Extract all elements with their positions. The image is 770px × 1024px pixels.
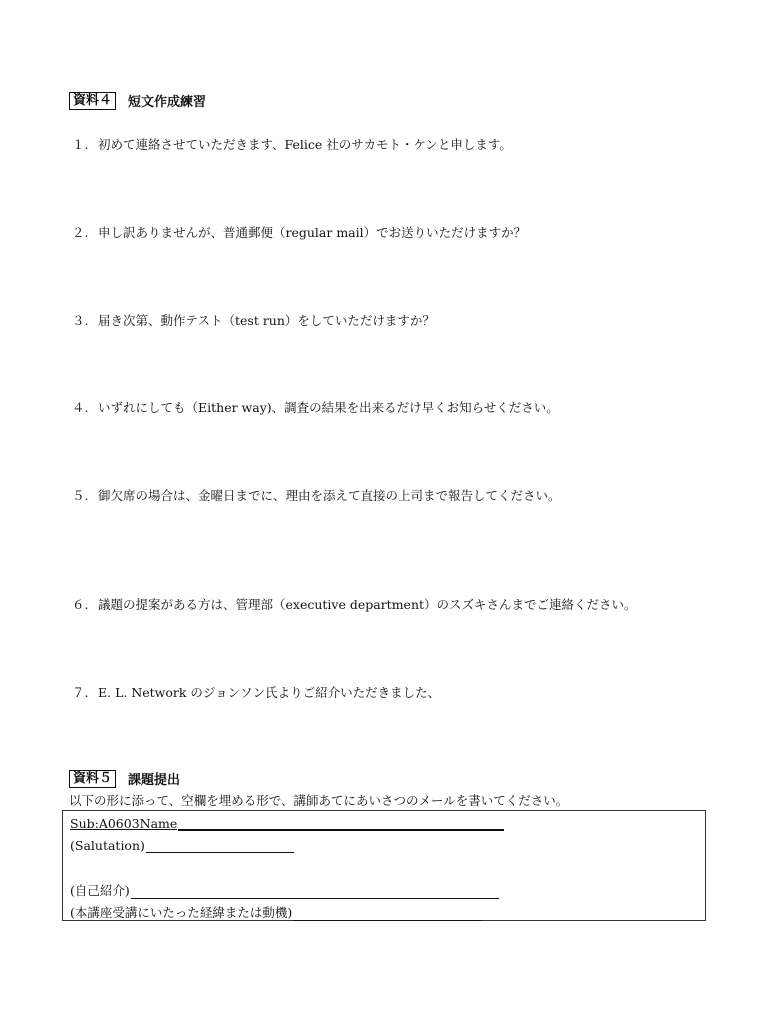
item-number: ２. [72,225,89,240]
section-5-heading [69,769,180,788]
motive-row [70,903,481,921]
section-5-title: 課題提出 [128,773,181,788]
item-text: 初めて連絡させていただきます、Felice 社のサカモト・ケンと申します。 [98,137,512,152]
item-number: ６. [72,597,89,612]
self-intro-blank-line[interactable] [131,886,499,899]
self-intro-label: (自己紹介) [70,883,130,898]
item-text: 申し訳ありませんが、普通郵便（regular mail）でお送りいただけますか？ [98,225,527,240]
section-4-title: 短文作成練習 [128,95,207,110]
item-number: ３. [72,313,89,328]
section-4-tag: 資料４ [69,92,116,110]
section-5-tag: 資料５ [69,770,116,788]
subject-blank-line[interactable] [178,817,504,831]
self-intro-row [70,881,499,899]
motive-label: (本講座受講にいたった経緯または動機) [70,905,293,920]
item-text: 議題の提案がある方は、管理部（executive department）のスズキさんまでご連絡ください。 [98,597,637,612]
subject-row [70,816,504,831]
email-template-box [62,810,706,921]
subject-label: Sub:A0603Name [70,816,178,831]
item-text: 届き次第、動作テスト（test run）をしていただけますか？ [98,313,435,328]
section-4-heading [69,91,206,110]
exercise-item-6 [72,595,637,613]
motive-blank-line[interactable] [293,908,481,921]
exercise-item-1 [72,135,512,153]
exercise-item-5 [72,486,561,504]
item-number: ７. [72,685,89,700]
exercise-item-2 [72,223,526,241]
item-number: １. [72,137,89,152]
salutation-row [70,838,294,853]
item-number: ５. [72,488,89,503]
exercise-item-3 [72,311,435,329]
salutation-label: (Salutation) [70,838,145,853]
exercise-item-4 [72,398,559,416]
exercise-item-7 [72,683,440,701]
item-text: いずれにしても（Either way)、調査の結果を出来るだけ早くお知らせください。 [98,400,559,415]
item-text: 御欠席の場合は、金曜日までに、理由を添えて直接の上司まで報告してください。 [98,488,561,503]
item-text: E. L. Network のジョンソン氏よりご紹介いただきました、 [98,685,441,700]
item-number: ４. [72,400,89,415]
assignment-instruction: 以下の形に添って、空欄を埋める形で、講師あてにあいさつのメールを書いてください。 [69,793,569,808]
salutation-blank-line[interactable] [146,840,294,853]
